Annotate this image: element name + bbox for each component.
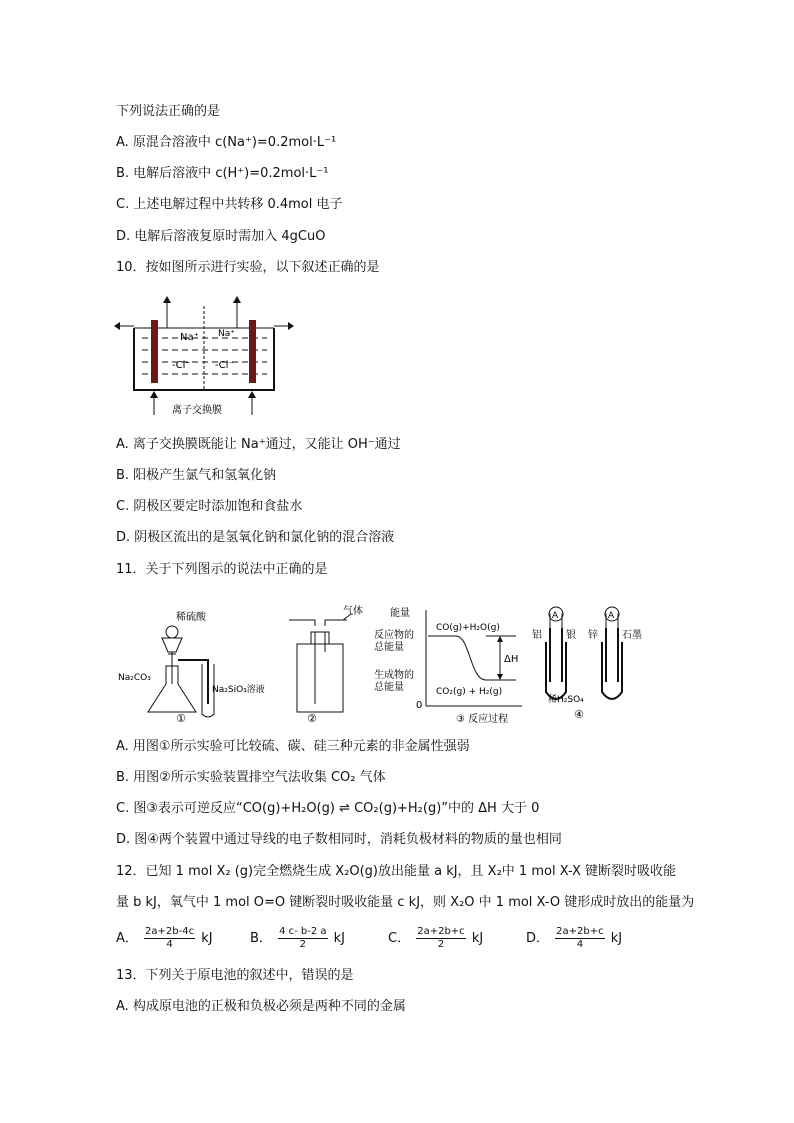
gas-label: 气体 bbox=[343, 606, 363, 617]
product-label-2: 总能量 bbox=[374, 682, 404, 693]
q12-c-fraction: $\frac{2a+2b+c}{2}$ bbox=[417, 926, 465, 950]
reactant-label-1: 反应物的 bbox=[374, 630, 414, 641]
top-level-label: CO(g)+H₂O(g) bbox=[436, 623, 500, 633]
energy-axis-label: 能量 bbox=[390, 608, 410, 619]
figure-2-number: ② bbox=[307, 712, 317, 724]
x-axis-label: ③ 反应过程 bbox=[456, 714, 509, 725]
bottom-level-label: CO₂(g) + H₂(g) bbox=[436, 687, 503, 697]
q9-option-c: C. 上述电解过程中共转移 0.4mol 电子 bbox=[116, 197, 343, 212]
q9-stem: 下列说法正确的是 bbox=[116, 104, 221, 119]
acid-electrolyte-label: 稀H₂SO₄ bbox=[548, 695, 584, 705]
origin-label: 0 bbox=[416, 700, 423, 711]
reactant-label-2: 总能量 bbox=[374, 642, 404, 653]
q10-option-d: D. 阴极区流出的是氢氧化钠和氯化钠的混合溶液 bbox=[116, 530, 395, 545]
zn-label: 锌 bbox=[588, 630, 598, 641]
q12-option-c: C． $\frac{2a+2b+c}{2}$ kJ bbox=[388, 926, 484, 950]
figure-3-energy-diagram bbox=[370, 602, 530, 726]
na-ion-right: Na⁺ bbox=[218, 329, 235, 339]
q12-d-fraction: $\frac{2a+2b+c}{4}$ bbox=[556, 926, 604, 950]
q10-option-c: C. 阴极区要定时添加饱和食盐水 bbox=[116, 499, 303, 514]
q10-option-b: B. 阳极产生氯气和氢氧化钠 bbox=[116, 468, 277, 483]
q11-option-b: B. 用图②所示实验装置排空气法收集 CO₂ 气体 bbox=[116, 770, 386, 785]
q9-option-b: B. 电解后溶液中 c(H⁺)=0.2mol·L⁻¹ bbox=[116, 166, 329, 181]
q12-stem-line-2: 量 b kJ，氧气中 1 mol O=O 键断裂时吸收能量 c kJ，则 X₂O 中 1 mol X-O 键形成时放出的能量为 bbox=[116, 895, 695, 910]
figure-4-galvanic-cells bbox=[532, 602, 657, 726]
q10-stem: 10．按如图所示进行实验，以下叙述正确的是 bbox=[116, 260, 380, 275]
q11-stem: 11．关于下列图示的说法中正确的是 bbox=[116, 562, 328, 577]
q11-option-a: A. 用图①所示实验可比较硫、碳、硅三种元素的非金属性强弱 bbox=[116, 739, 470, 754]
q12-option-a: A． $\frac{2a+2b-4c}{4}$ kJ bbox=[116, 926, 213, 950]
q13-stem: 13．下列关于原电池的叙述中，错误的是 bbox=[116, 968, 354, 983]
graphite-label: 石墨 bbox=[622, 630, 642, 641]
figure-2-gas-bottle bbox=[285, 604, 365, 724]
figure-1-apparatus bbox=[118, 604, 288, 724]
al-label: 铝 bbox=[532, 630, 542, 641]
ag-label: 银 bbox=[566, 630, 576, 641]
cl-ion-right: -Cl⁻ bbox=[215, 360, 234, 371]
delta-h-label: ΔH bbox=[504, 654, 519, 665]
product-label-1: 生成物的 bbox=[374, 670, 414, 681]
q9-option-a: A. 原混合溶液中 c(Na⁺)=0.2mol·L⁻¹ bbox=[116, 135, 337, 150]
q12-option-d: D． $\frac{2a+2b+c}{4}$ kJ bbox=[526, 926, 623, 950]
q11-option-d: D. 图④两个装置中通过导线的电子数相同时，消耗负极材料的物质的量也相同 bbox=[116, 832, 562, 847]
na2co3-label: Na₂CO₃ bbox=[118, 673, 151, 683]
ammeter-left: A bbox=[552, 611, 559, 621]
q13-option-a: A. 构成原电池的正极和负极必须是两种不同的金属 bbox=[116, 999, 406, 1014]
q12-b-fraction: $\frac{4 c- b-2 a}{2}$ bbox=[279, 926, 327, 950]
membrane-label: 离子交换膜 bbox=[172, 405, 222, 416]
q9-option-d: D. 电解后溶液复原时需加入 4gCuO bbox=[116, 229, 326, 244]
na-ion-left: Na⁺ bbox=[180, 332, 199, 343]
electrolysis-cell-figure bbox=[112, 290, 302, 420]
q12-a-fraction: $\frac{2a+2b-4c}{4}$ bbox=[145, 926, 195, 950]
ammeter-right: A bbox=[608, 611, 615, 621]
acid-label: 稀硫酸 bbox=[176, 612, 206, 623]
q12-option-b: B． $\frac{4 c- b-2 a}{2}$ kJ bbox=[250, 926, 346, 950]
left-electrode bbox=[151, 320, 158, 383]
q11-option-c: C. 图③表示可逆反应“CO(g)+H₂O(g) ⇌ CO₂(g)+H₂(g)”中的 ΔH 大于 0 bbox=[116, 801, 540, 816]
q10-option-a: A. 离子交换膜既能让 Na⁺通过，又能让 OH⁻通过 bbox=[116, 437, 401, 452]
na2sio3-label: Na₂SiO₃溶液 bbox=[212, 685, 265, 695]
q12-stem-line-1: 12．已知 1 mol X₂ (g)完全燃烧生成 X₂O(g)放出能量 a kJ，且 X₂中 1 mol X-X 键断裂时吸收能 bbox=[116, 864, 677, 879]
figure-1-number: ① bbox=[176, 712, 186, 724]
right-electrode bbox=[249, 320, 256, 383]
figure-4-number: ④ bbox=[574, 708, 584, 721]
cl-ion-left: -Cl⁻ bbox=[172, 360, 191, 371]
